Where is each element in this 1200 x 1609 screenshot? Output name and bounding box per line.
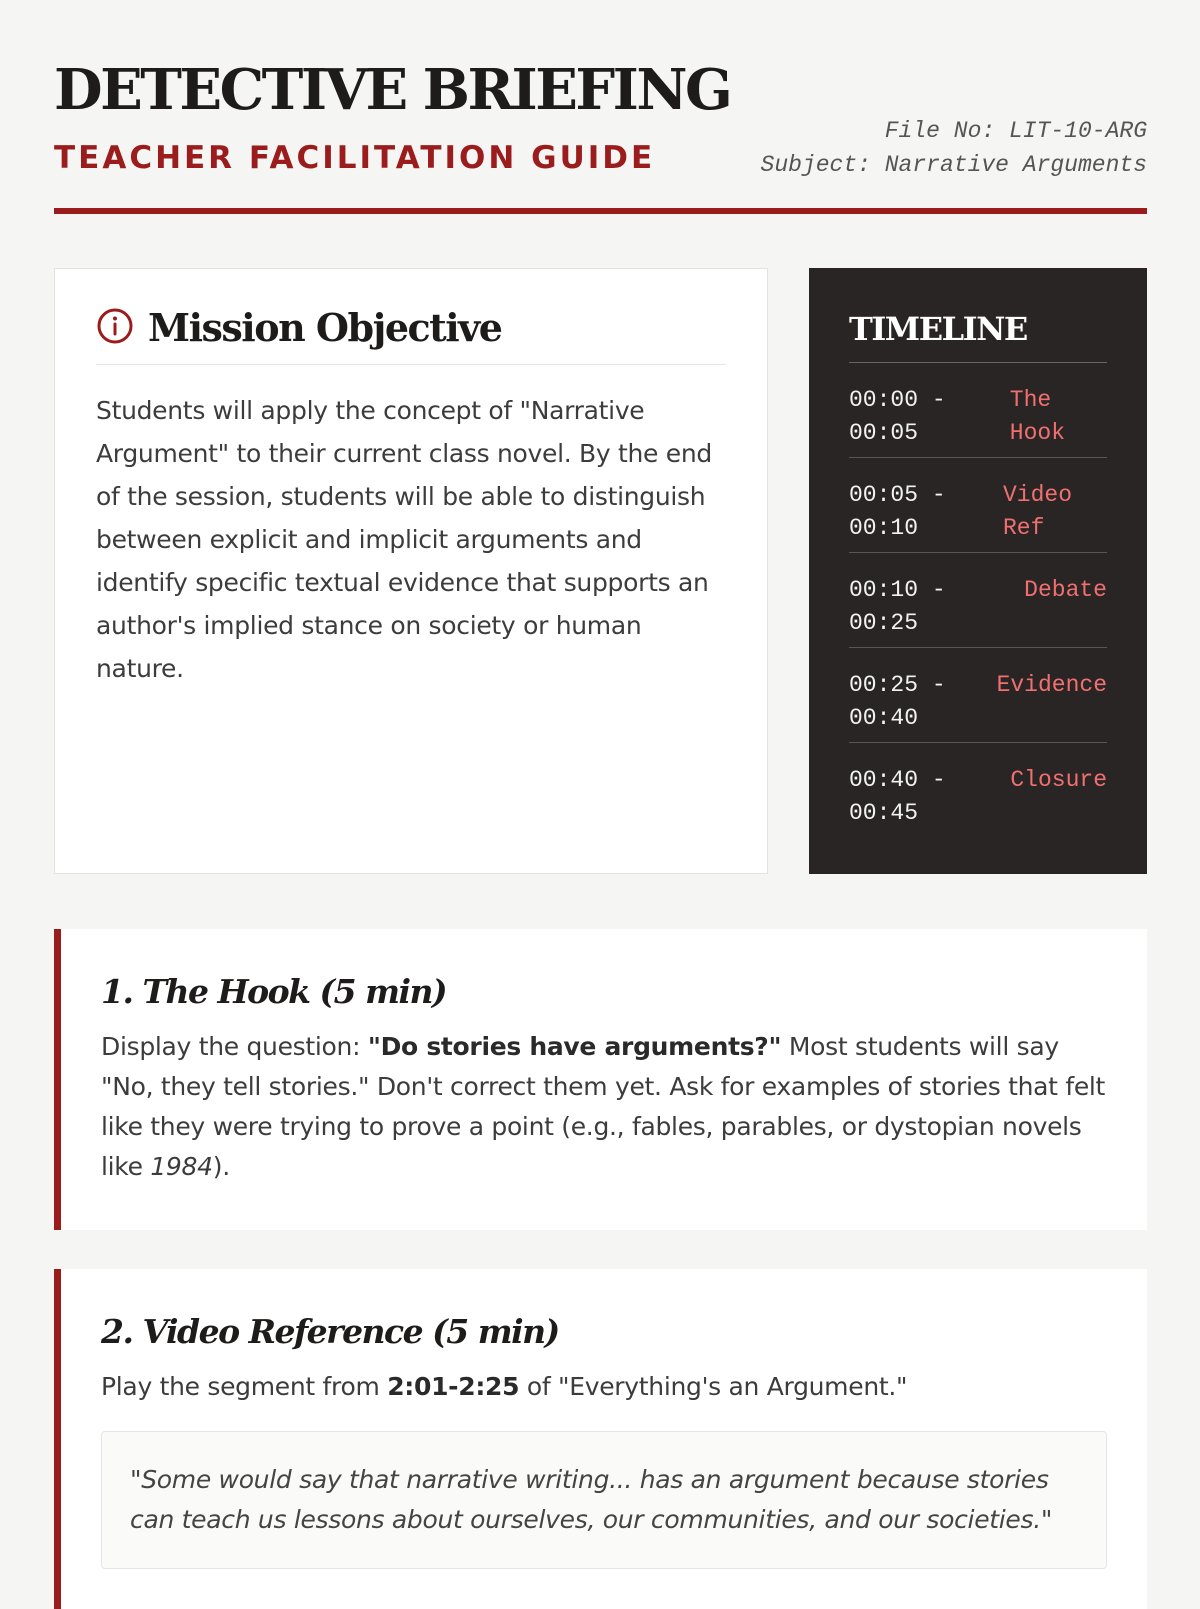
timeline-label: Video Ref <box>1002 482 1072 541</box>
timeline-label: Debate <box>1024 577 1107 603</box>
timeline-time: 00:05 - 00:10 <box>849 482 946 541</box>
timeline-row <box>849 458 1107 553</box>
objective-title: Mission Objective <box>148 305 502 350</box>
objective-body: Students will apply the concept of "Narrative Argument" to their current class novel. By the end of the session, students will be able to distinguish between explicit and implicit arguments and identify specific textual evidence that supports an author's implied stance on society or human nature. <box>96 396 712 683</box>
page-title: DETECTIVE BRIEFING <box>54 57 731 123</box>
timeline-row <box>849 363 1107 458</box>
video-body: Play the segment from 2:01-2:25 of "Everything's an Argument." <box>101 1372 908 1401</box>
hook-title: 1. The Hook (5 min) <box>101 972 447 1011</box>
video-section <box>54 1269 1147 1609</box>
timeline-label: The Hook <box>1009 387 1065 446</box>
timeline-row <box>849 553 1107 648</box>
timeline-time: 00:25 - 00:40 <box>849 672 946 731</box>
page-header <box>54 0 1147 214</box>
file-subject: Subject: Narrative Arguments <box>760 152 1147 178</box>
timeline-time: 00:00 - 00:05 <box>849 387 946 446</box>
timeline-label: Evidence <box>996 672 1107 698</box>
hook-body: Display the question: "Do stories have arguments?" Most students will say "No, they tell stories." Don't correct them yet. Ask for examples of stories that felt like they were trying to prove a point (e.g., fables, parables, or dystopian novels like 1984). <box>101 1032 1106 1181</box>
timeline-time: 00:40 - 00:45 <box>849 767 946 826</box>
timeline-panel <box>809 268 1147 874</box>
timeline-row <box>849 743 1107 838</box>
timeline-label: Closure <box>1010 767 1107 793</box>
mission-objective-card <box>54 268 768 874</box>
video-quote: "Some would say that narrative writing... has an argument because stories can teach us lessons about ourselves, our communities, and our societies." <box>101 1431 1107 1569</box>
timeline-title: TIMELINE <box>849 310 1107 363</box>
video-title: 2. Video Reference (5 min) <box>101 1312 559 1351</box>
hook-section <box>54 929 1147 1230</box>
objective-header <box>96 305 726 365</box>
info-circle-icon <box>96 307 134 349</box>
page-subtitle: TEACHER FACILITATION GUIDE <box>54 140 656 176</box>
file-meta <box>761 114 1147 182</box>
file-number: File No: LIT-10-ARG <box>884 118 1147 144</box>
timeline-row <box>849 648 1107 743</box>
timeline-time: 00:10 - 00:25 <box>849 577 946 636</box>
